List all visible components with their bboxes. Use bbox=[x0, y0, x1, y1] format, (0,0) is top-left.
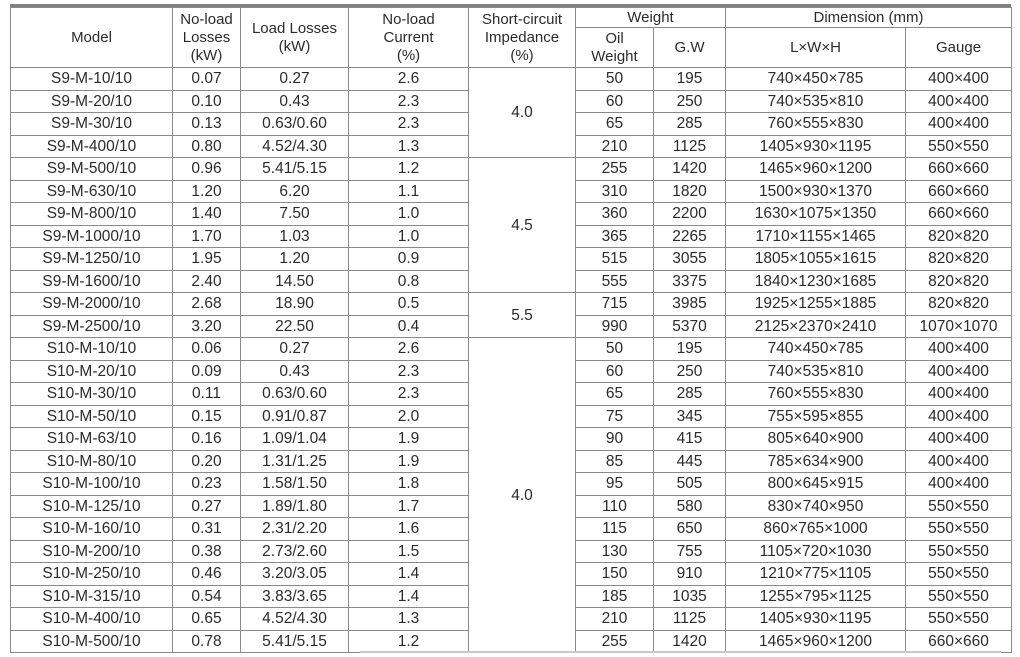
cell-gw: 250 bbox=[654, 360, 726, 383]
cell-gw: 1820 bbox=[654, 180, 726, 203]
cell-noload-current: 2.0 bbox=[349, 405, 469, 428]
cell-gw: 5370 bbox=[654, 315, 726, 338]
cell-load-losses: 5.41/5.15 bbox=[241, 630, 349, 653]
cell-noload-current: 1.4 bbox=[349, 563, 469, 586]
cell-gw: 755 bbox=[654, 540, 726, 563]
cell-oil-weight: 95 bbox=[576, 473, 654, 496]
cell-noload-current: 0.5 bbox=[349, 293, 469, 316]
cell-noload-losses: 0.96 bbox=[173, 158, 241, 181]
cell-load-losses: 5.41/5.15 bbox=[241, 158, 349, 181]
cell-oil-weight: 255 bbox=[576, 158, 654, 181]
cell-noload-current: 2.3 bbox=[349, 360, 469, 383]
cell-load-losses: 14.50 bbox=[241, 270, 349, 293]
cell-lwh: 1465×960×1200 bbox=[726, 630, 906, 653]
cell-gw: 910 bbox=[654, 563, 726, 586]
cell-lwh: 1840×1230×1685 bbox=[726, 270, 906, 293]
cell-model: S10-M-100/10 bbox=[11, 473, 173, 496]
cell-gauge: 820×820 bbox=[906, 248, 1012, 271]
header-noload-losses: No-load Losses (kW) bbox=[173, 8, 241, 68]
cell-load-losses: 0.63/0.60 bbox=[241, 113, 349, 136]
cell-model: S9-M-20/10 bbox=[11, 90, 173, 113]
cell-lwh: 1500×930×1370 bbox=[726, 180, 906, 203]
cell-load-losses: 1.58/1.50 bbox=[241, 473, 349, 496]
cell-noload-losses: 0.80 bbox=[173, 135, 241, 158]
header-noload-current: No-load Current (%) bbox=[349, 8, 469, 68]
cell-model: S9-M-1000/10 bbox=[11, 225, 173, 248]
cell-noload-current: 1.4 bbox=[349, 585, 469, 608]
cell-model: S10-M-250/10 bbox=[11, 563, 173, 586]
cell-load-losses: 3.83/3.65 bbox=[241, 585, 349, 608]
cell-oil-weight: 65 bbox=[576, 383, 654, 406]
cell-oil-weight: 360 bbox=[576, 203, 654, 226]
cell-gw: 2265 bbox=[654, 225, 726, 248]
cell-model: S9-M-1600/10 bbox=[11, 270, 173, 293]
cell-model: S10-M-315/10 bbox=[11, 585, 173, 608]
cell-noload-losses: 0.38 bbox=[173, 540, 241, 563]
table-row bbox=[11, 158, 1012, 181]
cell-noload-losses: 3.20 bbox=[173, 315, 241, 338]
cell-lwh: 740×450×785 bbox=[726, 338, 906, 361]
cell-gw: 3985 bbox=[654, 293, 726, 316]
cell-lwh: 1255×795×1125 bbox=[726, 585, 906, 608]
cell-gw: 2200 bbox=[654, 203, 726, 226]
cell-gw: 1125 bbox=[654, 135, 726, 158]
cell-noload-current: 1.2 bbox=[349, 158, 469, 181]
cell-noload-losses: 0.09 bbox=[173, 360, 241, 383]
cell-lwh: 2125×2370×2410 bbox=[726, 315, 906, 338]
cell-model: S9-M-2000/10 bbox=[11, 293, 173, 316]
table-row bbox=[11, 68, 1012, 91]
cell-oil-weight: 50 bbox=[576, 338, 654, 361]
cell-lwh: 740×535×810 bbox=[726, 90, 906, 113]
cell-oil-weight: 990 bbox=[576, 315, 654, 338]
cell-lwh: 805×640×900 bbox=[726, 428, 906, 451]
cell-lwh: 800×645×915 bbox=[726, 473, 906, 496]
cell-noload-current: 2.3 bbox=[349, 113, 469, 136]
cell-noload-losses: 0.54 bbox=[173, 585, 241, 608]
cell-oil-weight: 60 bbox=[576, 90, 654, 113]
cell-load-losses: 22.50 bbox=[241, 315, 349, 338]
cell-load-losses: 1.31/1.25 bbox=[241, 450, 349, 473]
cell-gauge: 550×550 bbox=[906, 608, 1012, 631]
cell-oil-weight: 185 bbox=[576, 585, 654, 608]
cell-lwh: 760×555×830 bbox=[726, 383, 906, 406]
spec-table-container bbox=[10, 4, 1011, 653]
cell-load-losses: 7.50 bbox=[241, 203, 349, 226]
header-load-losses: Load Losses (kW) bbox=[241, 8, 349, 68]
table-body bbox=[11, 68, 1012, 653]
cell-model: S10-M-63/10 bbox=[11, 428, 173, 451]
cell-oil-weight: 85 bbox=[576, 450, 654, 473]
cell-gauge: 400×400 bbox=[906, 68, 1012, 91]
cell-impedance-group: 4.0 bbox=[469, 68, 576, 158]
cell-noload-losses: 0.31 bbox=[173, 518, 241, 541]
cell-model: S9-M-500/10 bbox=[11, 158, 173, 181]
cell-model: S9-M-30/10 bbox=[11, 113, 173, 136]
cell-model: S9-M-800/10 bbox=[11, 203, 173, 226]
cell-gw: 345 bbox=[654, 405, 726, 428]
cell-gauge: 550×550 bbox=[906, 540, 1012, 563]
cell-model: S10-M-200/10 bbox=[11, 540, 173, 563]
cell-noload-losses: 0.16 bbox=[173, 428, 241, 451]
cell-lwh: 785×634×900 bbox=[726, 450, 906, 473]
cell-gauge: 820×820 bbox=[906, 293, 1012, 316]
cell-oil-weight: 555 bbox=[576, 270, 654, 293]
cell-load-losses: 1.03 bbox=[241, 225, 349, 248]
table-row bbox=[11, 338, 1012, 361]
cell-load-losses: 3.20/3.05 bbox=[241, 563, 349, 586]
cell-gw: 650 bbox=[654, 518, 726, 541]
cell-load-losses: 1.20 bbox=[241, 248, 349, 271]
cell-oil-weight: 50 bbox=[576, 68, 654, 91]
cell-model: S9-M-400/10 bbox=[11, 135, 173, 158]
cell-model: S10-M-10/10 bbox=[11, 338, 173, 361]
cell-gauge: 660×660 bbox=[906, 630, 1012, 653]
cell-model: S10-M-30/10 bbox=[11, 383, 173, 406]
cell-load-losses: 0.43 bbox=[241, 90, 349, 113]
cell-noload-current: 0.9 bbox=[349, 248, 469, 271]
cell-gauge: 820×820 bbox=[906, 270, 1012, 293]
cell-noload-current: 1.2 bbox=[349, 630, 469, 653]
cell-load-losses: 0.63/0.60 bbox=[241, 383, 349, 406]
cell-gauge: 550×550 bbox=[906, 585, 1012, 608]
cell-noload-losses: 0.15 bbox=[173, 405, 241, 428]
cell-gw: 445 bbox=[654, 450, 726, 473]
cell-load-losses: 2.73/2.60 bbox=[241, 540, 349, 563]
cell-oil-weight: 65 bbox=[576, 113, 654, 136]
cell-gauge: 400×400 bbox=[906, 450, 1012, 473]
cell-lwh: 1925×1255×1885 bbox=[726, 293, 906, 316]
cell-model: S10-M-500/10 bbox=[11, 630, 173, 653]
cell-model: S10-M-125/10 bbox=[11, 495, 173, 518]
cell-noload-losses: 0.10 bbox=[173, 90, 241, 113]
cell-lwh: 1210×775×1105 bbox=[726, 563, 906, 586]
cell-noload-losses: 0.78 bbox=[173, 630, 241, 653]
cell-gauge: 660×660 bbox=[906, 180, 1012, 203]
cell-impedance-group: 5.5 bbox=[469, 293, 576, 338]
cell-noload-losses: 0.11 bbox=[173, 383, 241, 406]
cell-lwh: 1465×960×1200 bbox=[726, 158, 906, 181]
cell-load-losses: 0.27 bbox=[241, 338, 349, 361]
cell-load-losses: 0.43 bbox=[241, 360, 349, 383]
cell-load-losses: 2.31/2.20 bbox=[241, 518, 349, 541]
cell-oil-weight: 310 bbox=[576, 180, 654, 203]
cell-model: S10-M-80/10 bbox=[11, 450, 173, 473]
cell-load-losses: 0.91/0.87 bbox=[241, 405, 349, 428]
cell-model: S10-M-400/10 bbox=[11, 608, 173, 631]
cell-gauge: 400×400 bbox=[906, 90, 1012, 113]
cell-noload-losses: 0.13 bbox=[173, 113, 241, 136]
cell-gw: 195 bbox=[654, 338, 726, 361]
cell-gauge: 400×400 bbox=[906, 113, 1012, 136]
cell-load-losses: 0.27 bbox=[241, 68, 349, 91]
cell-gauge: 400×400 bbox=[906, 428, 1012, 451]
cell-gauge: 400×400 bbox=[906, 383, 1012, 406]
cell-impedance-group: 4.0 bbox=[469, 338, 576, 653]
cell-gauge: 660×660 bbox=[906, 203, 1012, 226]
cell-load-losses: 18.90 bbox=[241, 293, 349, 316]
header-weight: Weight bbox=[576, 8, 726, 28]
cell-noload-current: 1.9 bbox=[349, 428, 469, 451]
cell-noload-losses: 1.70 bbox=[173, 225, 241, 248]
cell-gauge: 400×400 bbox=[906, 338, 1012, 361]
cell-gauge: 400×400 bbox=[906, 360, 1012, 383]
cell-noload-current: 2.6 bbox=[349, 68, 469, 91]
cell-noload-losses: 2.40 bbox=[173, 270, 241, 293]
cell-gauge: 550×550 bbox=[906, 135, 1012, 158]
header-sc-impedance: Short-circuit Impedance (%) bbox=[469, 8, 576, 68]
bottom-rule bbox=[360, 651, 1001, 653]
cell-model: S9-M-1250/10 bbox=[11, 248, 173, 271]
cell-noload-losses: 0.07 bbox=[173, 68, 241, 91]
cell-gauge: 1070×1070 bbox=[906, 315, 1012, 338]
cell-lwh: 1710×1155×1465 bbox=[726, 225, 906, 248]
cell-oil-weight: 115 bbox=[576, 518, 654, 541]
cell-oil-weight: 365 bbox=[576, 225, 654, 248]
cell-lwh: 830×740×950 bbox=[726, 495, 906, 518]
cell-gw: 285 bbox=[654, 383, 726, 406]
cell-noload-losses: 1.40 bbox=[173, 203, 241, 226]
cell-noload-current: 1.5 bbox=[349, 540, 469, 563]
cell-noload-current: 1.1 bbox=[349, 180, 469, 203]
cell-gw: 250 bbox=[654, 90, 726, 113]
cell-model: S10-M-50/10 bbox=[11, 405, 173, 428]
cell-oil-weight: 110 bbox=[576, 495, 654, 518]
cell-lwh: 1405×930×1195 bbox=[726, 135, 906, 158]
cell-noload-current: 1.3 bbox=[349, 135, 469, 158]
cell-oil-weight: 60 bbox=[576, 360, 654, 383]
cell-lwh: 1630×1075×1350 bbox=[726, 203, 906, 226]
cell-oil-weight: 255 bbox=[576, 630, 654, 653]
cell-model: S10-M-160/10 bbox=[11, 518, 173, 541]
transformer-spec-table bbox=[10, 7, 1012, 653]
cell-load-losses: 6.20 bbox=[241, 180, 349, 203]
cell-noload-losses: 1.95 bbox=[173, 248, 241, 271]
cell-oil-weight: 75 bbox=[576, 405, 654, 428]
cell-oil-weight: 150 bbox=[576, 563, 654, 586]
cell-gw: 580 bbox=[654, 495, 726, 518]
cell-noload-current: 1.0 bbox=[349, 203, 469, 226]
cell-gauge: 550×550 bbox=[906, 518, 1012, 541]
header-lwh: L×W×H bbox=[726, 28, 906, 68]
header-model: Model bbox=[11, 8, 173, 68]
cell-oil-weight: 210 bbox=[576, 608, 654, 631]
cell-model: S9-M-2500/10 bbox=[11, 315, 173, 338]
cell-lwh: 860×765×1000 bbox=[726, 518, 906, 541]
cell-lwh: 755×595×855 bbox=[726, 405, 906, 428]
cell-noload-losses: 0.06 bbox=[173, 338, 241, 361]
cell-oil-weight: 715 bbox=[576, 293, 654, 316]
cell-gw: 3055 bbox=[654, 248, 726, 271]
cell-lwh: 1105×720×1030 bbox=[726, 540, 906, 563]
cell-oil-weight: 515 bbox=[576, 248, 654, 271]
cell-load-losses: 4.52/4.30 bbox=[241, 608, 349, 631]
cell-model: S9-M-630/10 bbox=[11, 180, 173, 203]
cell-gw: 415 bbox=[654, 428, 726, 451]
cell-noload-current: 1.6 bbox=[349, 518, 469, 541]
cell-lwh: 740×450×785 bbox=[726, 68, 906, 91]
cell-oil-weight: 210 bbox=[576, 135, 654, 158]
cell-gw: 1035 bbox=[654, 585, 726, 608]
cell-gauge: 550×550 bbox=[906, 495, 1012, 518]
table-header bbox=[11, 8, 1012, 68]
cell-model: S10-M-20/10 bbox=[11, 360, 173, 383]
header-oil-weight: Oil Weight bbox=[576, 28, 654, 68]
cell-load-losses: 4.52/4.30 bbox=[241, 135, 349, 158]
cell-gauge: 820×820 bbox=[906, 225, 1012, 248]
cell-oil-weight: 130 bbox=[576, 540, 654, 563]
cell-noload-current: 0.8 bbox=[349, 270, 469, 293]
cell-noload-current: 1.8 bbox=[349, 473, 469, 496]
cell-noload-losses: 0.46 bbox=[173, 563, 241, 586]
cell-gw: 1125 bbox=[654, 608, 726, 631]
cell-gw: 1420 bbox=[654, 630, 726, 653]
cell-noload-current: 2.3 bbox=[349, 383, 469, 406]
cell-load-losses: 1.09/1.04 bbox=[241, 428, 349, 451]
cell-noload-current: 2.3 bbox=[349, 90, 469, 113]
cell-noload-current: 2.6 bbox=[349, 338, 469, 361]
cell-lwh: 760×555×830 bbox=[726, 113, 906, 136]
cell-gauge: 400×400 bbox=[906, 473, 1012, 496]
cell-model: S9-M-10/10 bbox=[11, 68, 173, 91]
cell-gw: 1420 bbox=[654, 158, 726, 181]
header-dimension: Dimension (mm) bbox=[726, 8, 1012, 28]
table-row bbox=[11, 293, 1012, 316]
cell-noload-losses: 0.65 bbox=[173, 608, 241, 631]
cell-noload-losses: 0.27 bbox=[173, 495, 241, 518]
cell-noload-losses: 2.68 bbox=[173, 293, 241, 316]
cell-noload-losses: 0.20 bbox=[173, 450, 241, 473]
cell-gw: 285 bbox=[654, 113, 726, 136]
cell-impedance-group: 4.5 bbox=[469, 158, 576, 293]
cell-noload-current: 0.4 bbox=[349, 315, 469, 338]
cell-lwh: 1405×930×1195 bbox=[726, 608, 906, 631]
cell-noload-current: 1.0 bbox=[349, 225, 469, 248]
cell-gauge: 660×660 bbox=[906, 158, 1012, 181]
cell-noload-current: 1.7 bbox=[349, 495, 469, 518]
cell-noload-losses: 0.23 bbox=[173, 473, 241, 496]
cell-noload-losses: 1.20 bbox=[173, 180, 241, 203]
cell-gw: 505 bbox=[654, 473, 726, 496]
cell-load-losses: 1.89/1.80 bbox=[241, 495, 349, 518]
cell-gauge: 400×400 bbox=[906, 405, 1012, 428]
cell-gw: 195 bbox=[654, 68, 726, 91]
cell-oil-weight: 90 bbox=[576, 428, 654, 451]
cell-lwh: 740×535×810 bbox=[726, 360, 906, 383]
cell-gw: 3375 bbox=[654, 270, 726, 293]
cell-noload-current: 1.9 bbox=[349, 450, 469, 473]
header-gw: G.W bbox=[654, 28, 726, 68]
cell-gauge: 550×550 bbox=[906, 563, 1012, 586]
header-gauge: Gauge bbox=[906, 28, 1012, 68]
cell-lwh: 1805×1055×1615 bbox=[726, 248, 906, 271]
cell-noload-current: 1.3 bbox=[349, 608, 469, 631]
